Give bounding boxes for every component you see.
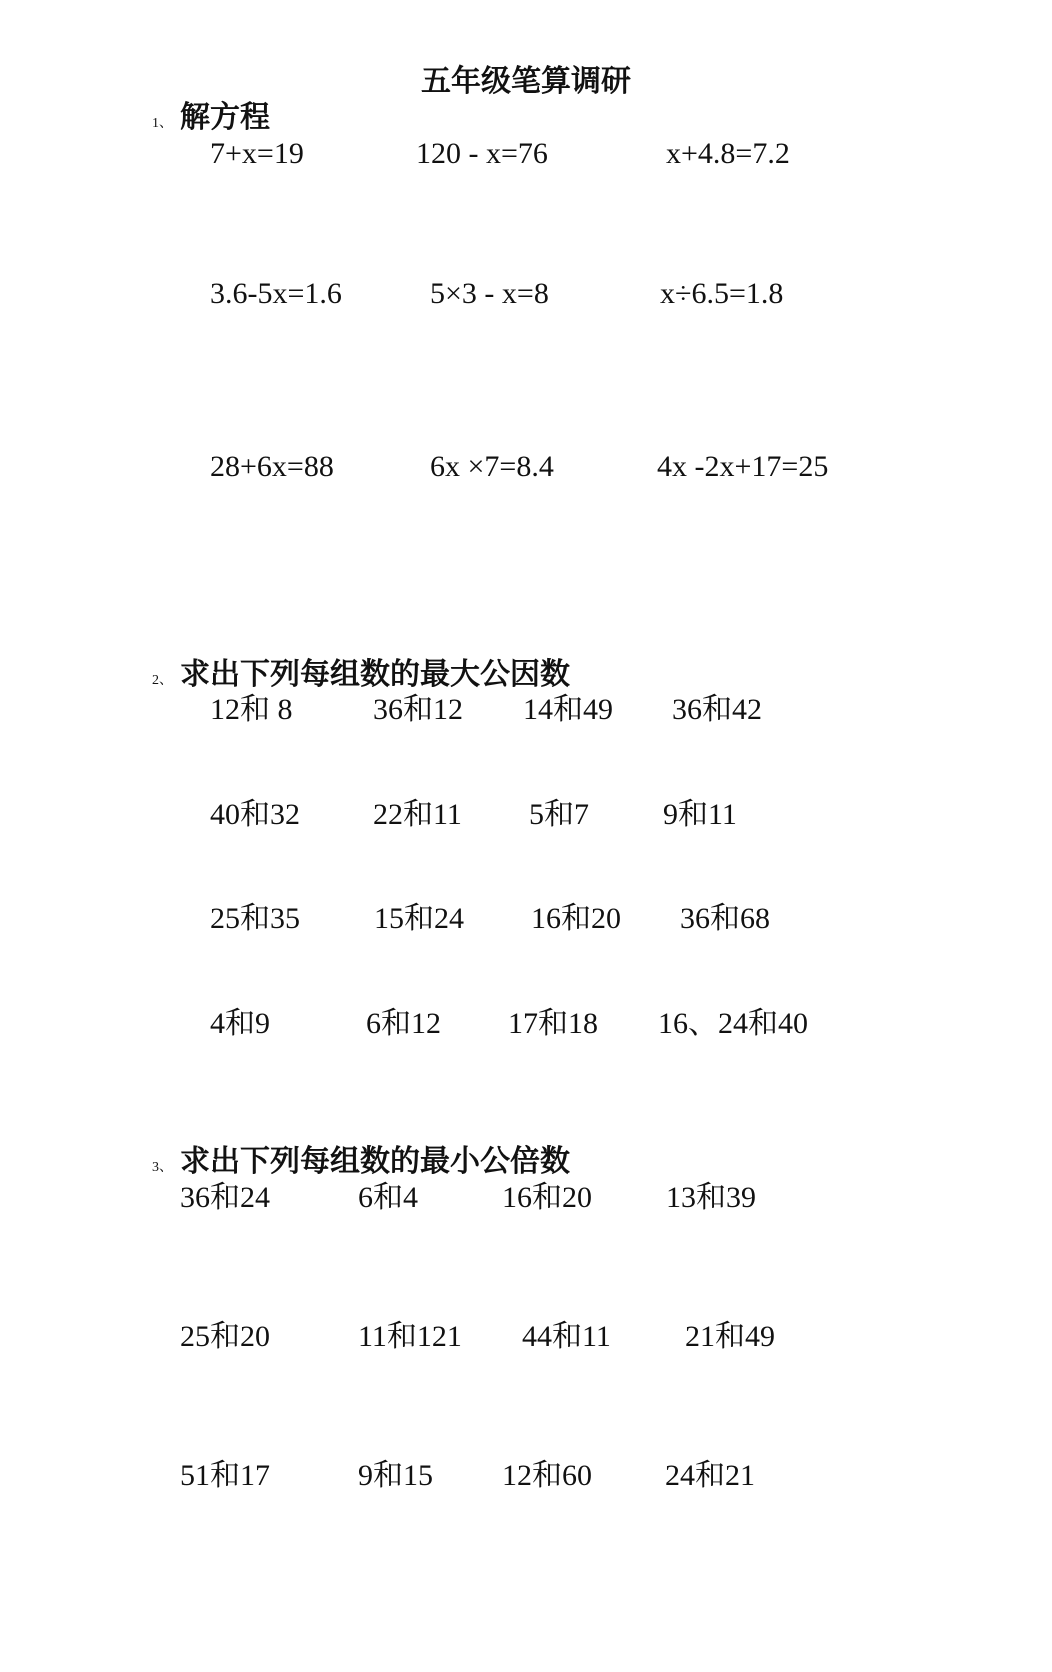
gcd-problem-3-4: 36和68 xyxy=(680,902,770,935)
gcd-problem-2-3: 5和7 xyxy=(529,798,589,831)
gcd-problem-3-2: 15和24 xyxy=(374,902,464,935)
section-3-number: 3、 xyxy=(152,1160,173,1175)
section-1-heading: 解方程 xyxy=(180,100,270,135)
gcd-problem-4-1: 4和9 xyxy=(210,1007,270,1040)
gcd-problem-1-4: 36和42 xyxy=(672,693,762,726)
lcm-problem-1-2: 6和4 xyxy=(358,1181,418,1214)
gcd-problem-4-4: 16、24和40 xyxy=(658,1007,808,1040)
gcd-problem-3-1: 25和35 xyxy=(210,902,300,935)
equation-2-3: x÷6.5=1.8 xyxy=(660,277,784,310)
lcm-problem-1-3: 16和20 xyxy=(502,1181,592,1214)
section-2-number: 2、 xyxy=(152,673,173,688)
gcd-problem-4-2: 6和12 xyxy=(366,1007,441,1040)
lcm-problem-2-2: 11和121 xyxy=(358,1320,462,1353)
gcd-problem-1-1: 12和 8 xyxy=(210,693,293,726)
equation-2-2: 5×3 - x=8 xyxy=(430,277,549,310)
lcm-problem-3-2: 9和15 xyxy=(358,1459,433,1492)
lcm-problem-1-1: 36和24 xyxy=(180,1181,270,1214)
lcm-problem-3-1: 51和17 xyxy=(180,1459,270,1492)
gcd-problem-1-2: 36和12 xyxy=(373,693,463,726)
gcd-problem-1-3: 14和49 xyxy=(523,693,613,726)
worksheet-title: 五年级笔算调研 xyxy=(421,64,631,99)
lcm-problem-3-3: 12和60 xyxy=(502,1459,592,1492)
gcd-problem-4-3: 17和18 xyxy=(508,1007,598,1040)
lcm-problem-3-4: 24和21 xyxy=(665,1459,755,1492)
equation-1-1: 7+x=19 xyxy=(210,137,304,170)
section-3-heading: 求出下列每组数的最小公倍数 xyxy=(180,1144,570,1179)
gcd-problem-2-1: 40和32 xyxy=(210,798,300,831)
equation-1-3: x+4.8=7.2 xyxy=(666,137,790,170)
equation-2-1: 3.6-5x=1.6 xyxy=(210,277,342,310)
gcd-problem-2-4: 9和11 xyxy=(663,798,737,831)
section-2-heading: 求出下列每组数的最大公因数 xyxy=(180,657,570,692)
equation-3-3: 4x -2x+17=25 xyxy=(657,450,829,483)
gcd-problem-3-3: 16和20 xyxy=(531,902,621,935)
equation-1-2: 120 - x=76 xyxy=(416,137,548,170)
lcm-problem-2-1: 25和20 xyxy=(180,1320,270,1353)
lcm-problem-2-4: 21和49 xyxy=(685,1320,775,1353)
equation-3-1: 28+6x=88 xyxy=(210,450,334,483)
lcm-problem-1-4: 13和39 xyxy=(666,1181,756,1214)
equation-3-2: 6x ×7=8.4 xyxy=(430,450,554,483)
lcm-problem-2-3: 44和11 xyxy=(522,1320,611,1353)
section-1-number: 1、 xyxy=(152,116,173,131)
gcd-problem-2-2: 22和11 xyxy=(373,798,462,831)
